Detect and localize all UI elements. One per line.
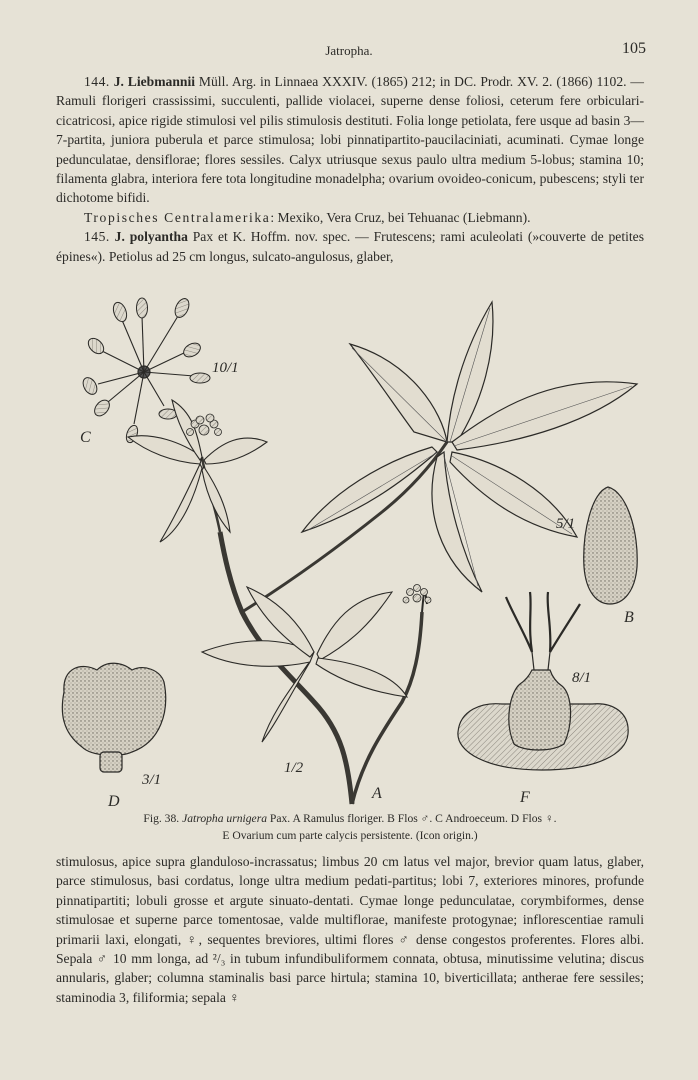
text-block-bottom [56, 852, 644, 1007]
scale-label-d: 3/1 [142, 772, 162, 788]
scale-label-b: 5/1 [556, 516, 576, 532]
figure-label-d: D [108, 793, 120, 810]
page-header [0, 40, 698, 60]
male-flower-drawing [584, 487, 637, 604]
figure-label-f: F [520, 789, 530, 806]
scale-label-a: 1/2 [284, 760, 304, 776]
caption-species: Jatropha urnigera [182, 812, 268, 825]
species-145-description-start: Pax et K. Hoffm. nov. spec. — Frutescens; rami aculeolati (»couverte de petites épines«). Petiolus ad 25 cm longus, sulcato-angulosus, glaber, [56, 229, 644, 264]
page-number: 105 [622, 40, 646, 57]
ovary-drawing [458, 592, 628, 770]
running-title: Jatropha. [325, 43, 373, 58]
text-block-top [56, 72, 644, 266]
species-144-description: Müll. Arg. in Linnaea XXXIV. (1865) 212; in DC. Prodr. XV. 2. (1866) 1102. — Ramuli florigeri crassissimi, succulenti, pallide violacei, superne dense foliosi, ceterum fere orbiculari-cicatricosi, apice rigide stimulosi vel pilis stimulosis destituti. Folia longe petiolata, fere usque ad basin 3—7-partita, juniora puberula et parce stimulosa; lobi pinnatipartito-paucilaciniati, acuminati. Cymae longe pedunculatae, densiflorae; flores sessiles. Calyx utriusque sexus paulo ultra medium 5-lobus; stamina 10; filamenta glabra, interiora fere tota longitudine monadelpha; ovarium ovoideo-conicum, pubescens; styli ter dichotome bifidi. [56, 74, 645, 206]
figure-label-b: B [624, 609, 634, 626]
species-145-description-continued: stimulosus, apice supra glanduloso-incrassatus; limbus 20 cm latus vel major, brevior quam latus, glaber, parce stimulosus, basi cordatus, longe ultra medium pedati-partitus; lobi 7, exteriores minores, profunde pinnatipartiti; lobuli grosse et argute sinuato-dentati. Cymae longe pedunculatae, corymbiformes, dense stimulosae et superne parce tomentosae, valde multiflorae, manifeste protogynae; inflorescentiae ramuli primarii laxi, elongati, ♀, sequentes breviores, ultimi flores ♂ dense congestos proferentes. Flores albi. Sepala ♂ 10 mm longa, ad ²/₃ in tubum infundibuliformem connata, obtusa, minutissime velutina; discus annularis, glaber; columna staminalis basi parce hirtula; stamina 10, biverticillata; antherae fere sessiles; staminodia 3, filiformia; sepala ♀ [56, 854, 644, 1005]
botanical-figure [52, 292, 652, 812]
botanical-illustration [52, 292, 652, 812]
scale-label-c: 10/1 [212, 360, 239, 376]
caption-parts: A Ramulus floriger. B Flos ♂. C Androeceum. D Flos ♀. [292, 812, 557, 825]
species-144-paragraph [56, 72, 644, 208]
species-145-name: J. polyantha [114, 229, 188, 245]
caption-author: Pax. [267, 812, 291, 825]
distribution-region: Tropisches Centralamerika [84, 209, 271, 225]
caption-figure-number: Fig. 38. [143, 812, 180, 825]
scale-label-f: 8/1 [572, 670, 592, 686]
female-flower-drawing [62, 663, 165, 772]
species-145-paragraph [56, 227, 644, 266]
species-144-number: 144. [84, 74, 110, 89]
figure-label-c: C [80, 429, 91, 446]
species-145-number: 145. [84, 229, 110, 245]
caption-line-1 [56, 810, 644, 827]
figure-label-a: A [372, 785, 382, 802]
distribution-locality: : Mexiko, Vera Cruz, bei Tehuanac (Liebmann). [270, 209, 531, 225]
species-144-name: J. Liebmannii [113, 74, 196, 89]
caption-line-2: E Ovarium cum parte calycis persistente. (Icon origin.) [222, 829, 478, 842]
figure-caption [56, 810, 644, 844]
species-144-distribution [56, 208, 644, 227]
